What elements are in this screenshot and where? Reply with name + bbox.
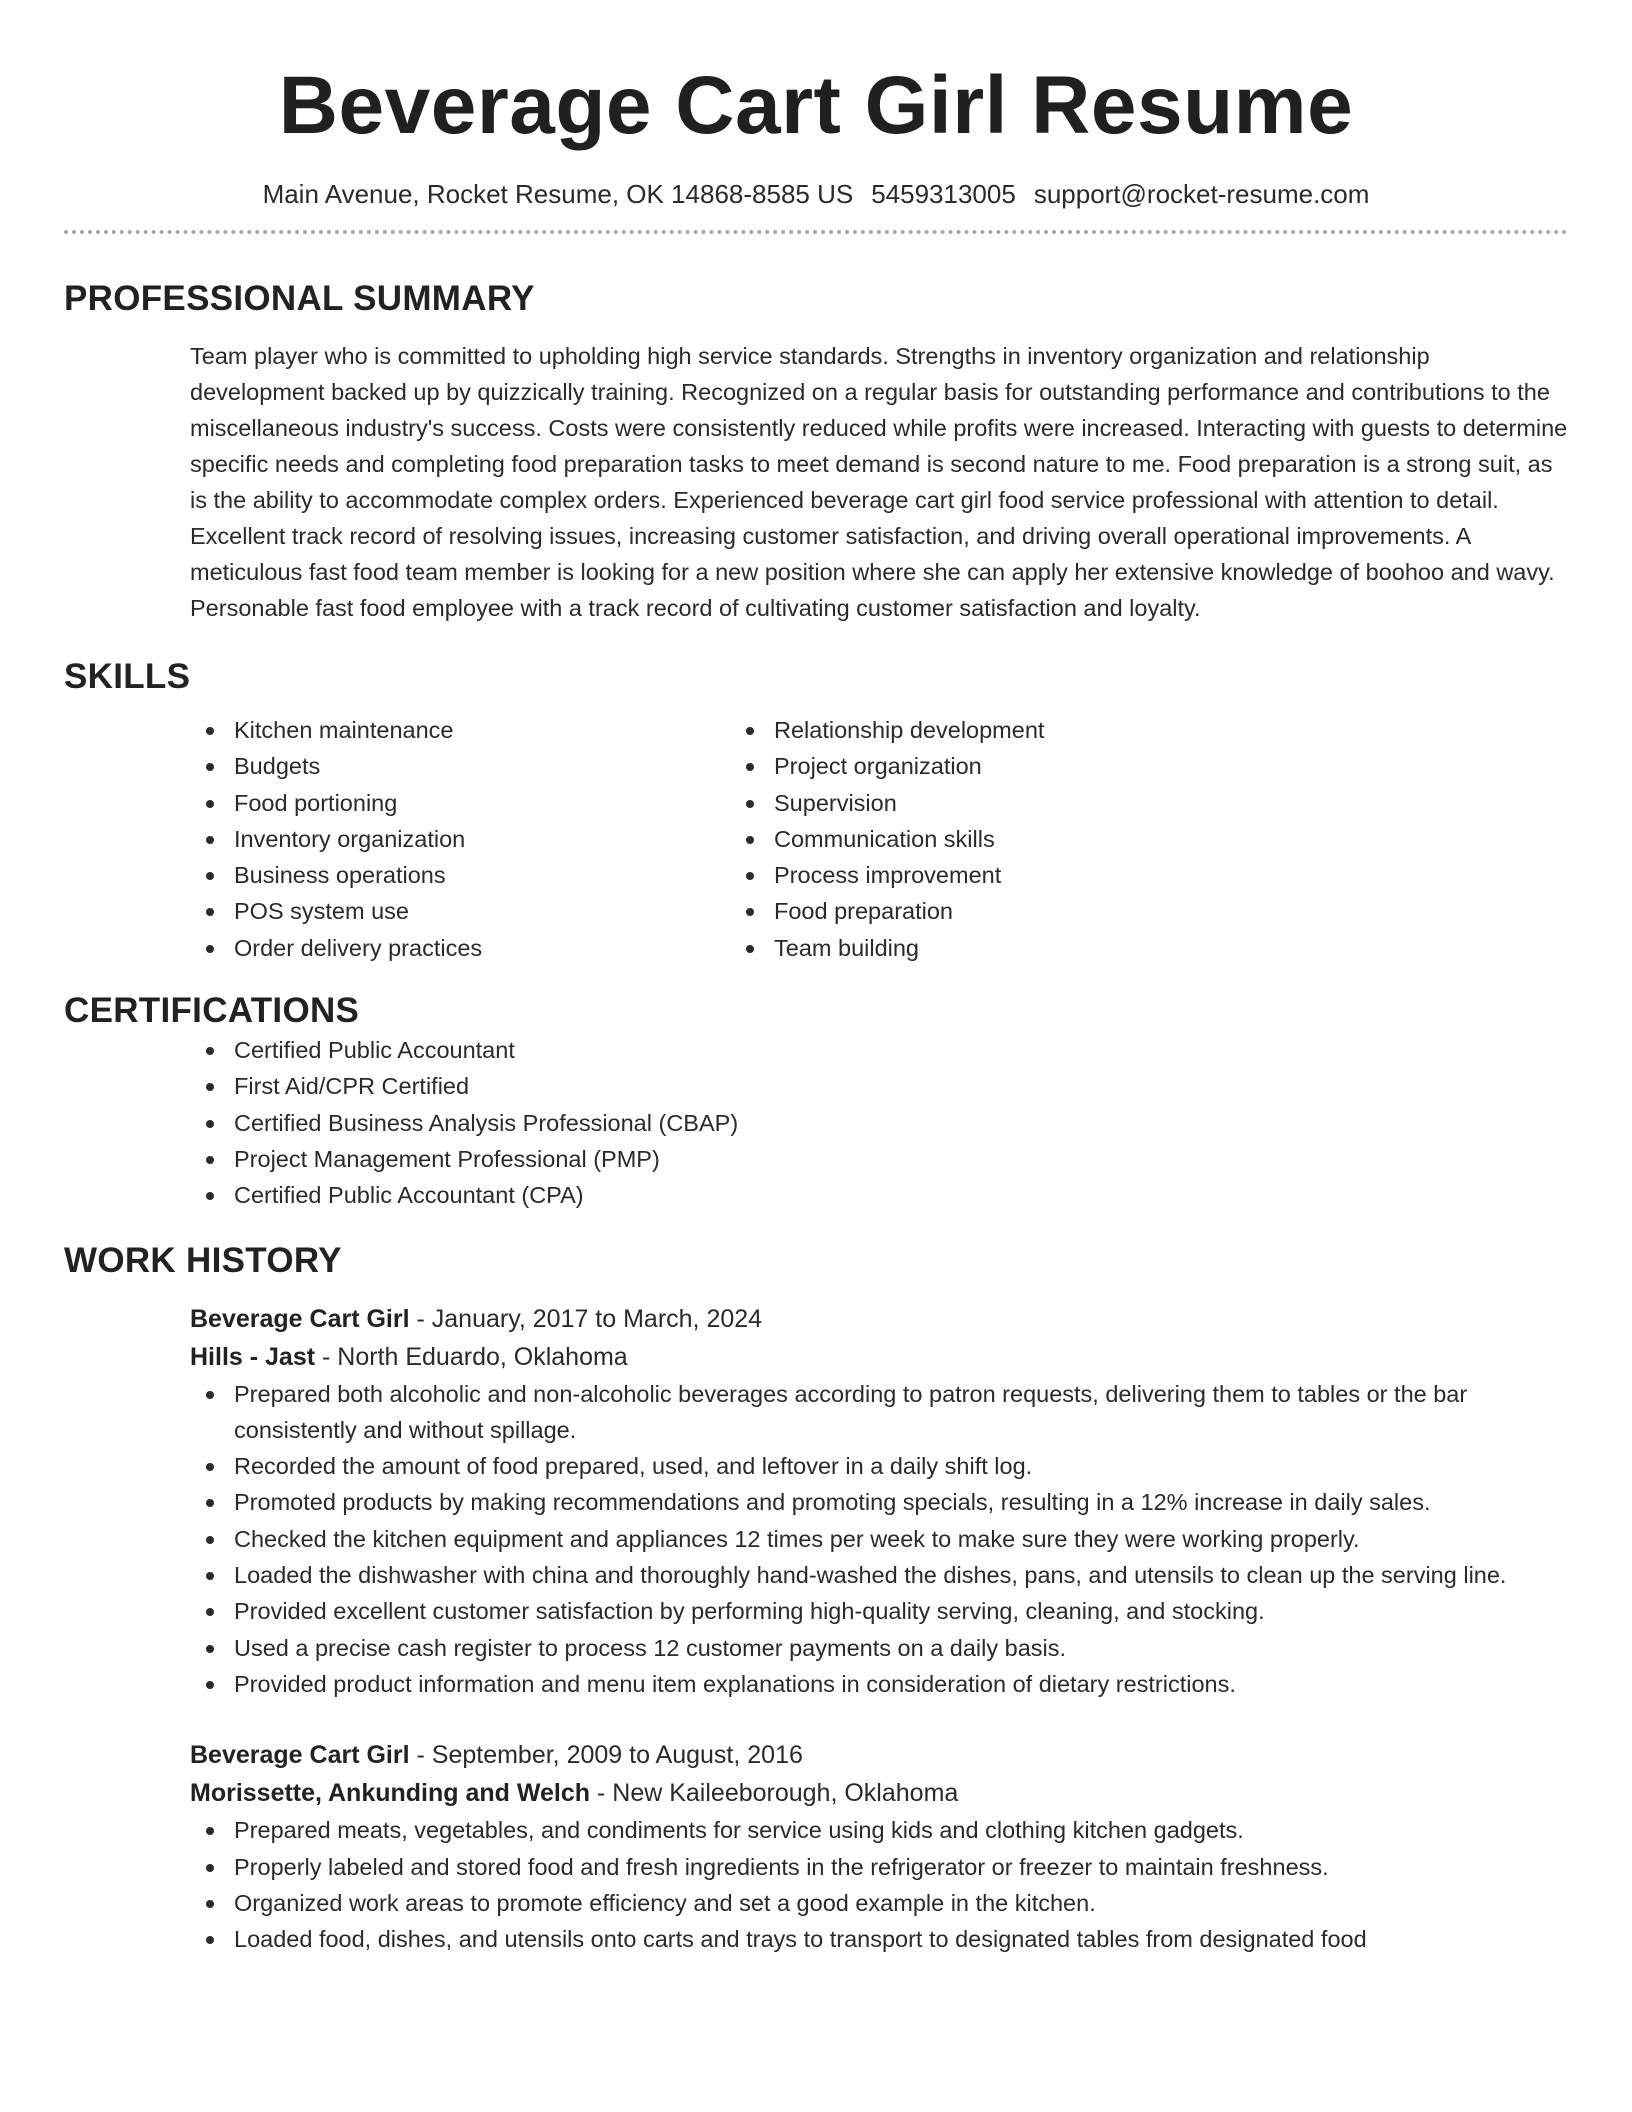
job-employer: Morissette, Ankunding and Welch	[190, 1779, 591, 1808]
skills-list-left	[64, 712, 744, 966]
job-location: - North Eduardo, Oklahoma	[315, 1342, 628, 1371]
skill-item: Kitchen maintenance	[64, 712, 744, 748]
certifications-section	[64, 990, 1568, 1213]
summary-section	[64, 278, 1568, 626]
job-duty-item: Used a precise cash register to process 12 customer payments on a daily basis.	[64, 1630, 1568, 1666]
skills-heading: SKILLS	[64, 657, 191, 696]
skill-item: Inventory organization	[64, 821, 744, 857]
certification-item: First Aid/CPR Certified	[64, 1068, 1568, 1104]
skill-item: Budgets	[64, 748, 744, 784]
job-duties-list	[64, 1812, 1568, 1957]
certification-item: Certified Public Accountant (CPA)	[64, 1177, 1568, 1213]
job-duty-item: Prepared both alcoholic and non-alcoholic beverages according to patron requests, delivering them to tables or the bar consistently and without spillage.	[64, 1376, 1568, 1449]
contact-email: support@rocket-resume.com	[1033, 179, 1370, 209]
job-title-line	[190, 1736, 1568, 1774]
job-employer-line	[190, 1338, 1568, 1376]
job-duty-item: Recorded the amount of food prepared, used, and leftover in a daily shift log.	[64, 1448, 1568, 1484]
skill-item: Team building	[744, 930, 1424, 966]
skill-item: Relationship development	[744, 712, 1424, 748]
job-location: - New Kaileeborough, Oklahoma	[590, 1779, 959, 1808]
job-entry	[64, 1300, 1568, 1703]
skill-item: Order delivery practices	[64, 930, 744, 966]
job-duty-item: Loaded food, dishes, and utensils onto carts and trays to transport to designated tables from designated food	[64, 1921, 1568, 1957]
job-position: Beverage Cart Girl	[190, 1304, 410, 1333]
resume-title: Beverage Cart Girl Resume	[278, 60, 1354, 151]
resume-page	[64, 0, 1568, 1957]
certifications-heading: CERTIFICATIONS	[64, 991, 360, 1031]
job-duty-item: Checked the kitchen equipment and appliances 12 times per week to make sure they were working properly.	[64, 1521, 1568, 1557]
job-dates: - January, 2017 to March, 2024	[409, 1304, 763, 1333]
job-duty-item: Properly labeled and stored food and fresh ingredients in the refrigerator or freezer to maintain freshness.	[64, 1849, 1568, 1885]
skill-item: Project organization	[744, 748, 1424, 784]
job-position: Beverage Cart Girl	[190, 1741, 410, 1770]
job-duty-item: Loaded the dishwasher with china and thoroughly hand-washed the dishes, pans, and utensils to clean up the serving line.	[64, 1557, 1568, 1593]
job-entry	[64, 1736, 1568, 1957]
job-duties-list	[64, 1376, 1568, 1703]
certification-item: Certified Business Analysis Professional (CBAP)	[64, 1105, 1568, 1141]
contact-line	[64, 178, 1568, 210]
job-duty-item: Organized work areas to promote efficiency and set a good example in the kitchen.	[64, 1885, 1568, 1921]
skill-item: Business operations	[64, 857, 744, 893]
skill-item: Process improvement	[744, 857, 1424, 893]
work-history-section	[64, 1240, 1568, 1958]
job-employer-line	[190, 1774, 1568, 1812]
job-duty-item: Provided product information and menu item explanations in consideration of dietary restrictions.	[64, 1666, 1568, 1702]
skills-list-right	[744, 712, 1424, 966]
contact-phone: 5459313005	[871, 179, 1016, 209]
certification-item: Project Management Professional (PMP)	[64, 1141, 1568, 1177]
job-duty-item: Promoted products by making recommendations and promoting specials, resulting in a 12% increase in daily sales.	[64, 1484, 1568, 1520]
skill-item: Communication skills	[744, 821, 1424, 857]
job-dates: - September, 2009 to August, 2016	[409, 1741, 803, 1770]
skill-item: Food portioning	[64, 785, 744, 821]
certification-item: Certified Public Accountant	[64, 1032, 1568, 1068]
skill-item: Supervision	[744, 785, 1424, 821]
summary-text: Team player who is committed to upholding high service standards. Strengths in inventory organization and relationship development backed up by quizzically training. Recognized on a regular basis for outstanding performance and contributions to the miscellaneous industry's success. Costs were consistently reduced while profits were increased. Interacting with guests to determine specific needs and completing food preparation tasks to meet demand is second nature to me. Food preparation is a strong suit, as is the ability to accommodate complex orders. Experienced beverage cart girl food service professional with attention to detail. Excellent track record of resolving issues, increasing customer satisfaction, and driving overall operational improvements. A meticulous fast food team member is looking for a new position where she can apply her extensive knowledge of boohoo and wavy. Personable fast food employee with a track record of cultivating customer satisfaction and loyalty.	[190, 343, 1568, 621]
certifications-list	[64, 1032, 1568, 1213]
skill-item: POS system use	[64, 893, 744, 929]
skills-section	[64, 656, 1568, 966]
header-divider	[64, 230, 1568, 234]
job-employer: Hills - Jast	[190, 1342, 316, 1371]
skills-columns	[64, 712, 1568, 966]
skill-item: Food preparation	[744, 893, 1424, 929]
job-duty-item: Prepared meats, vegetables, and condiments for service using kids and clothing kitchen gadgets.	[64, 1812, 1568, 1848]
contact-address: Main Avenue, Rocket Resume, OK 14868-8585 US	[262, 179, 854, 209]
job-title-line	[190, 1300, 1568, 1338]
summary-heading: PROFESSIONAL SUMMARY	[64, 279, 535, 318]
job-duty-item: Provided excellent customer satisfaction by performing high-quality serving, cleaning, and stocking.	[64, 1593, 1568, 1629]
work-history-heading: WORK HISTORY	[64, 1240, 342, 1280]
